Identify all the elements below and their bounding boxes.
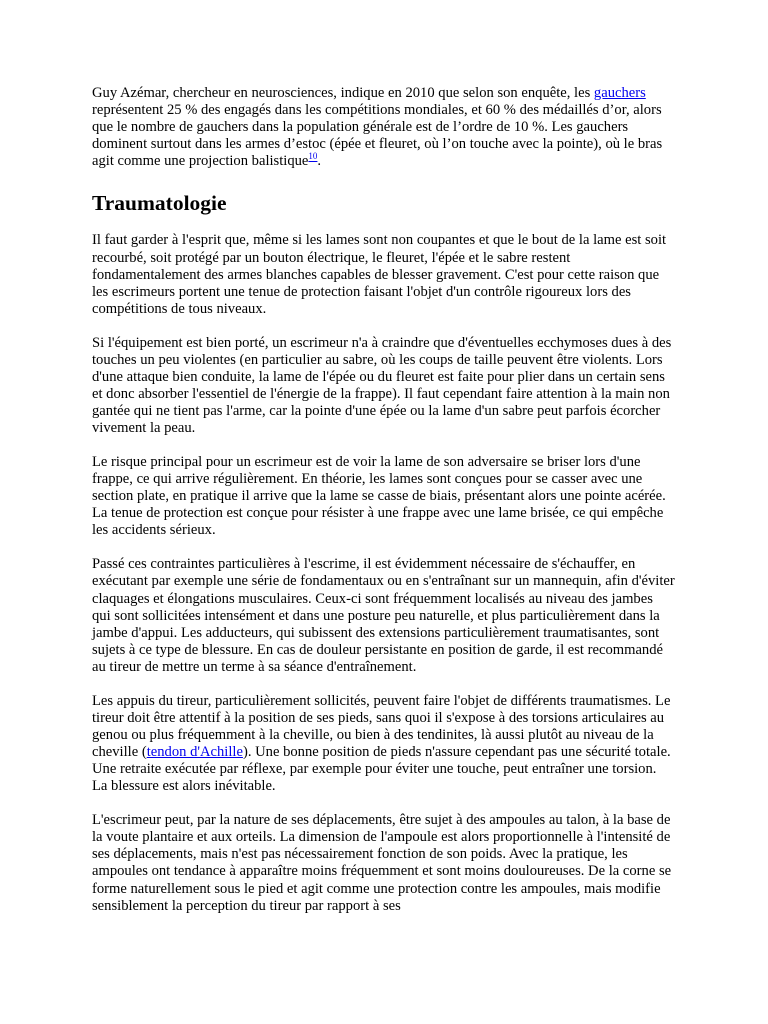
document-page <box>92 85 675 932</box>
paragraph-3: Le risque principal pour un escrimeur est de voir la lame de son adversaire se briser lors d'une frappe, ce qui arrive régulièrement. En théorie, les lames sont conçues pour se casser avec une section plate, en pratique il arrive que la lame se casse de biais, présentant alors une pointe acérée. La tenue de protection est conçue pour résister à une frappe avec une lame brisée, ce qui empêche les accidents sérieux. <box>92 454 666 539</box>
paragraph-2: Si l'équipement est bien porté, un escrimeur n'a à craindre que d'éventuelles ecchymoses dues à des touches un peu violentes (en particulier au sabre, où les coups de taille peuvent être violents. Lors d'une attaque bien conduite, la lame de l'épée ou du fleuret est faite pour plier dans un certain sens et donc absorber l'essentiel de l'énergie de la frappe). Il faut cependant faire attention à la main non gantée qui ne tient pas l'arme, car la pointe d'une épée ou la lame d'un sabre peut parfois écorcher vivement la peau. <box>92 334 672 437</box>
link-tendon-achille[interactable]: tendon d'Achille <box>146 744 243 761</box>
link-gauchers[interactable]: gauchers <box>593 85 646 101</box>
paragraph-6: L'escrimeur peut, par la nature de ses déplacements, être sujet à des ampoules au talon, à la base de la voute plantaire et aux orteils. La dimension de l'ampoule est alors proportionnelle à l'intensité de ses déplacements, mais n'est pas nécessairement fonction de son poids. Avec la pratique, les ampoules ont tendance à apparaître moins fréquemment et sont moins douloureuses. De la corne se forme naturellement sous le pied et agit comme une protection contre les ampoules, mais modifie sensiblement la perception du tireur par rapport à ses <box>92 812 672 914</box>
intro-paragraph: Guy Azémar, chercheur en neurosciences, indique en 2010 que selon son enquête, les gauchers représentent 25 % des engagés dans les compétitions mondiales, et 60 % des médaillés d’or, alors que le nombre de gauchers dans la population générale est de l’ordre de 10 %. Les gauchers dominent surtout dans les armes d’estoc (épée et fleuret, où l’on touche avec la pointe), où le bras agit comme une projection balistique$^{10}$. <box>92 85 663 170</box>
section-heading: Traumatologie <box>92 191 227 216</box>
paragraph-1: Il faut garder à l'esprit que, même si les lames sont non coupantes et que le bout de la lame est soit recourbé, soit protégé par un bouton électrique, le fleuret, l'épée et le sabre restent fondamentalement des armes blanches capables de blesser gravement. C'est pour cette raison que les escrimeurs portent une tenue de protection faisant l'objet d'un contrôle rigoureux lors des compétitions de tous niveaux. <box>92 232 667 317</box>
footnote-link[interactable]: 10 <box>308 151 318 162</box>
paragraph-4: Passé ces contraintes particulières à l'escrime, il est évidemment nécessaire de s'échauffer, en exécutant par exemple une série de fondamentaux ou en s'entraînant sur un mannequin, afin d'éviter claquages et élongations musculaires. Ceux-ci sont fréquemment localisés au niveau des jambes qui sont sollicitées intensément et dans une posture peu naturelle, et plus particulièrement dans la jambe d'appui. Les adducteurs, qui subissent des extensions particulièrement traumatisantes, sont sujets à ce type de blessure. En cas de douleur persistante en position de garde, il est recommandé au tireur de mettre un terme à sa séance d'entraînement. <box>92 556 675 675</box>
paragraph-5: Les appuis du tireur, particulièrement sollicités, peuvent faire l'objet de différents traumatismes. Le tireur doit être attentif à la position de ses pieds, sans quoi il s'expose à des torsions articulaires au genou ou plus fréquemment à la cheville, ou bien à des tendinites, là aussi plutôt au niveau de la cheville (tendon d'Achille). Une bonne position de pieds n'assure cependant pas une sécurité totale. Une retraite exécutée par réflexe, par exemple pour éviter une touche, peut entraîner une torsion. La blessure est alors inévitable. <box>92 692 671 795</box>
